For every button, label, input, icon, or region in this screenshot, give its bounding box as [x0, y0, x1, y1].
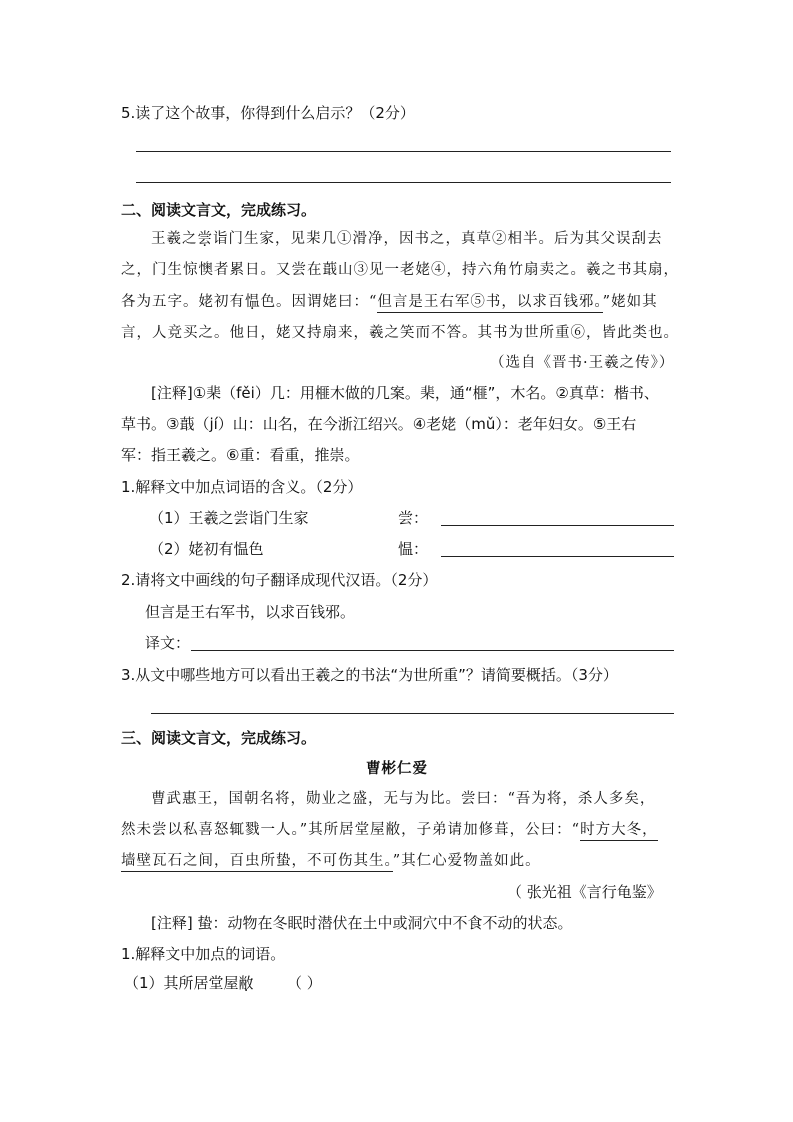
section-3-heading: 三、阅读文言文，完成练习。 — [121, 729, 317, 747]
question-5: 5.读了这个故事，你得到什么启示？（2分） — [121, 104, 415, 122]
answer-line[interactable] — [151, 713, 674, 714]
passage-line: 言，人竞买之。他日，姥又持扇来，羲之笑而不答。其书为世所重⑥，皆此类也。 — [121, 325, 679, 341]
source-citation: （选自《晋书·王羲之传》） — [490, 355, 675, 371]
notes-line: 军：指王羲之。⑥重：看重，推崇。 — [121, 446, 360, 464]
passage-line: 墙壁瓦石之间，百虫所蛰，不可伤其生。”其仁心爱物盖如此。 — [121, 851, 541, 871]
q1-item: （1）其所居堂屋敝 — [124, 974, 254, 992]
section-2-heading: 二、阅读文言文，完成练习。 — [121, 201, 317, 219]
notes-line: 草书。③蕺（jí）山：山名，在今浙江绍兴。④老姥（mǔ）：老年妇女。⑤王右 — [121, 415, 637, 433]
passage-line: 各为五字。姥初有愠色。因谓姥曰：“但言是王右军⑤书，以求百钱邪。”姥如其 — [121, 292, 658, 312]
q1-item-word: 愠： — [398, 540, 429, 558]
q2-sentence: 但言是王右军书，以求百钱邪。 — [145, 603, 356, 621]
answer-blank[interactable]: （ ） — [287, 974, 322, 992]
q1-item-word: 尝： — [398, 509, 429, 527]
answer-line[interactable] — [136, 151, 671, 152]
passage-line: 曹武惠王，国朝名将，勋业之盛，无与为比。尝曰：“吾为将，杀人多矣， — [151, 791, 656, 807]
answer-line[interactable] — [441, 556, 674, 557]
passage-title: 曹彬仁爱 — [366, 760, 428, 777]
source-citation: （ 张光祖《言行龟鉴》 — [507, 883, 662, 901]
question-1: 1.解释文中加点的词语。 — [121, 945, 286, 963]
notes-line: [注释] 蛰：动物在冬眠时潜伏在土中或洞穴中不食不动的状态。 — [151, 914, 573, 932]
answer-line[interactable] — [191, 650, 674, 651]
question-2: 2.请将文中画线的句子翻译成现代汉语。（2分） — [121, 571, 438, 589]
passage-line: 王羲之尝诣门生家，见棐几①滑净，因书之，真草②相半。后为其父误刮去 — [151, 231, 663, 247]
answer-line[interactable] — [441, 525, 674, 526]
notes-line: [注释]①棐（fěi）几：用榧木做的几案。棐，通“榧”，木名。②真草：楷书、 — [151, 384, 659, 402]
q1-item-sentence: （2）姥初有愠色 — [149, 540, 264, 558]
passage-line: 然未尝以私喜怒辄戮一人。”其所居堂屋敝，子弟请加修葺，公曰：“时方大冬， — [121, 820, 658, 840]
question-3: 3.从文中哪些地方可以看出王羲之的书法“为世所重”？请简要概括。（3分） — [121, 666, 618, 684]
question-1: 1.解释文中加点词语的含义。（2分） — [121, 478, 363, 496]
q2-answer-label: 译文： — [145, 634, 191, 652]
answer-line[interactable] — [136, 182, 671, 183]
passage-line: 之，门生惊懊者累日。又尝在蕺山③见一老姥④，持六角竹扇卖之。羲之书其扇， — [121, 262, 679, 278]
q1-item-sentence: （1）王羲之尝诣门生家 — [149, 509, 309, 527]
